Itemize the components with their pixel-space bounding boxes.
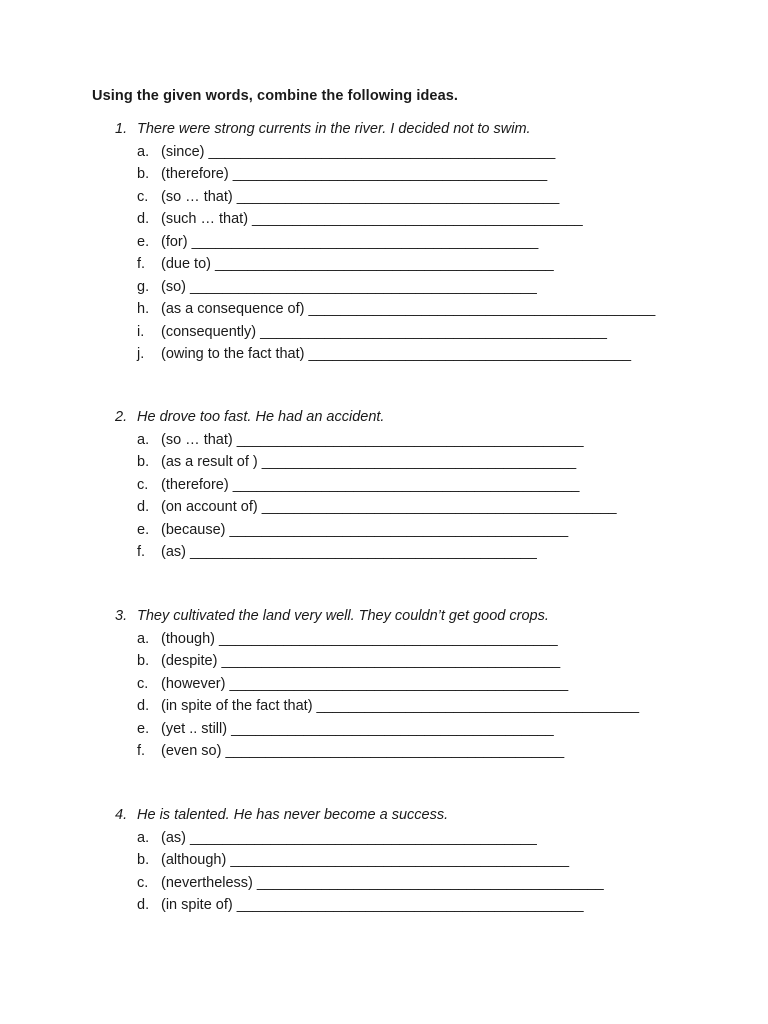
answer-item[interactable]	[115, 872, 604, 895]
question-sentence	[115, 118, 531, 141]
answer-item[interactable]	[115, 628, 558, 651]
answer-item[interactable]	[115, 343, 632, 366]
item-letter: c.	[137, 874, 149, 891]
item-letter: c.	[137, 188, 149, 205]
item-prompt-with-blank[interactable]: (on account of) ____________________________________________	[161, 499, 617, 515]
item-letter: d.	[137, 897, 150, 913]
answer-item[interactable]	[115, 186, 560, 209]
answer-item[interactable]	[115, 740, 565, 763]
item-letter: f.	[137, 256, 146, 272]
question-2	[115, 406, 617, 564]
answer-item[interactable]	[115, 541, 537, 564]
question-text: He drove too fast. He had an accident.	[137, 409, 385, 425]
question-text: He is talented. He has never become a success.	[137, 807, 449, 823]
question-sentence	[115, 804, 448, 827]
answer-item[interactable]	[115, 718, 554, 741]
answer-item[interactable]	[115, 894, 584, 917]
answer-item[interactable]	[115, 650, 561, 673]
answer-item[interactable]	[115, 208, 583, 231]
item-prompt-with-blank[interactable]: (as a consequence of) ___________________________________________	[161, 301, 656, 317]
item-prompt-with-blank[interactable]: (so … that) ___________________________________________	[161, 431, 584, 448]
question-sentence	[115, 605, 549, 628]
item-prompt-with-blank[interactable]: (as a result of ) _______________________________________	[161, 454, 577, 470]
item-letter: i.	[137, 323, 145, 340]
item-prompt-with-blank[interactable]: (therefore) _______________________________________	[161, 166, 548, 182]
item-letter: b.	[137, 653, 150, 669]
question-4	[115, 804, 604, 917]
item-prompt-with-blank[interactable]: (yet .. still) ________________________________________	[161, 720, 554, 737]
question-number: 2.	[115, 409, 128, 425]
item-letter: a.	[137, 143, 150, 160]
answer-item[interactable]	[115, 827, 537, 850]
question-1	[115, 118, 656, 366]
item-letter: d.	[137, 211, 150, 227]
item-prompt-with-blank[interactable]: (as) ___________________________________________	[161, 544, 537, 560]
worksheet-instructions: Using the given words, combine the following ideas.	[92, 88, 459, 104]
answer-item[interactable]	[115, 429, 584, 452]
question-number: 1.	[115, 121, 128, 137]
item-prompt-with-blank[interactable]: (in spite of the fact that) ________________________________________	[161, 698, 640, 714]
item-letter: b.	[137, 454, 150, 470]
item-prompt-with-blank[interactable]: (owing to the fact that) ________________________________________	[161, 346, 632, 362]
item-prompt-with-blank[interactable]: (although) __________________________________________	[161, 852, 570, 868]
item-prompt-with-blank[interactable]: (so) ___________________________________________	[161, 278, 537, 295]
item-letter: a.	[137, 431, 150, 448]
item-prompt-with-blank[interactable]: (as) ___________________________________________	[161, 829, 537, 846]
answer-item[interactable]	[115, 519, 569, 542]
item-letter: f.	[137, 743, 146, 759]
item-letter: c.	[137, 675, 149, 692]
question-sentence	[115, 406, 384, 429]
answer-item[interactable]	[115, 496, 617, 519]
answer-item[interactable]	[115, 163, 548, 186]
item-prompt-with-blank[interactable]: (despite) __________________________________________	[161, 653, 561, 669]
item-prompt-with-blank[interactable]: (however) __________________________________________	[161, 675, 569, 692]
question-3	[115, 605, 640, 763]
item-prompt-with-blank[interactable]: (because) __________________________________________	[161, 521, 569, 538]
answer-item[interactable]	[115, 849, 570, 872]
item-prompt-with-blank[interactable]: (even so) __________________________________________	[161, 743, 565, 759]
item-letter: e.	[137, 720, 150, 737]
item-prompt-with-blank[interactable]: (though) __________________________________________	[161, 630, 558, 647]
answer-item[interactable]	[115, 276, 537, 299]
item-prompt-with-blank[interactable]: (for) ___________________________________________	[161, 233, 539, 250]
question-text: They cultivated the land very well. They couldn’t get good crops.	[137, 608, 549, 624]
item-letter: g.	[137, 278, 150, 295]
item-prompt-with-blank[interactable]: (therefore) ___________________________________________	[161, 476, 580, 493]
answer-item[interactable]	[115, 321, 607, 344]
answer-item[interactable]	[115, 253, 554, 276]
item-prompt-with-blank[interactable]: (consequently) ___________________________________________	[161, 323, 607, 340]
item-letter: j.	[137, 346, 145, 362]
answer-item[interactable]	[115, 298, 656, 321]
question-number: 3.	[115, 608, 128, 624]
answer-item[interactable]	[115, 673, 569, 696]
item-prompt-with-blank[interactable]: (since) ___________________________________________	[161, 143, 556, 160]
item-prompt-with-blank[interactable]: (due to) __________________________________________	[161, 256, 554, 272]
item-prompt-with-blank[interactable]: (in spite of) ___________________________________________	[161, 897, 584, 913]
item-letter: a.	[137, 829, 150, 846]
item-letter: e.	[137, 521, 150, 538]
item-letter: e.	[137, 233, 150, 250]
item-letter: b.	[137, 852, 150, 868]
answer-item[interactable]	[115, 141, 556, 164]
item-letter: d.	[137, 698, 150, 714]
item-letter: d.	[137, 499, 150, 515]
item-letter: a.	[137, 630, 150, 647]
answer-item[interactable]	[115, 231, 539, 254]
answer-item[interactable]	[115, 474, 580, 497]
item-prompt-with-blank[interactable]: (nevertheless) ___________________________________________	[161, 874, 604, 891]
item-letter: c.	[137, 476, 149, 493]
question-number: 4.	[115, 807, 128, 823]
item-letter: f.	[137, 544, 146, 560]
item-letter: h.	[137, 301, 150, 317]
answer-item[interactable]	[115, 695, 640, 718]
item-prompt-with-blank[interactable]: (so … that) ________________________________________	[161, 188, 560, 205]
answer-item[interactable]	[115, 451, 577, 474]
item-prompt-with-blank[interactable]: (such … that) _________________________________________	[161, 211, 583, 227]
question-text: There were strong currents in the river. I decided not to swim.	[137, 121, 531, 137]
item-letter: b.	[137, 166, 150, 182]
